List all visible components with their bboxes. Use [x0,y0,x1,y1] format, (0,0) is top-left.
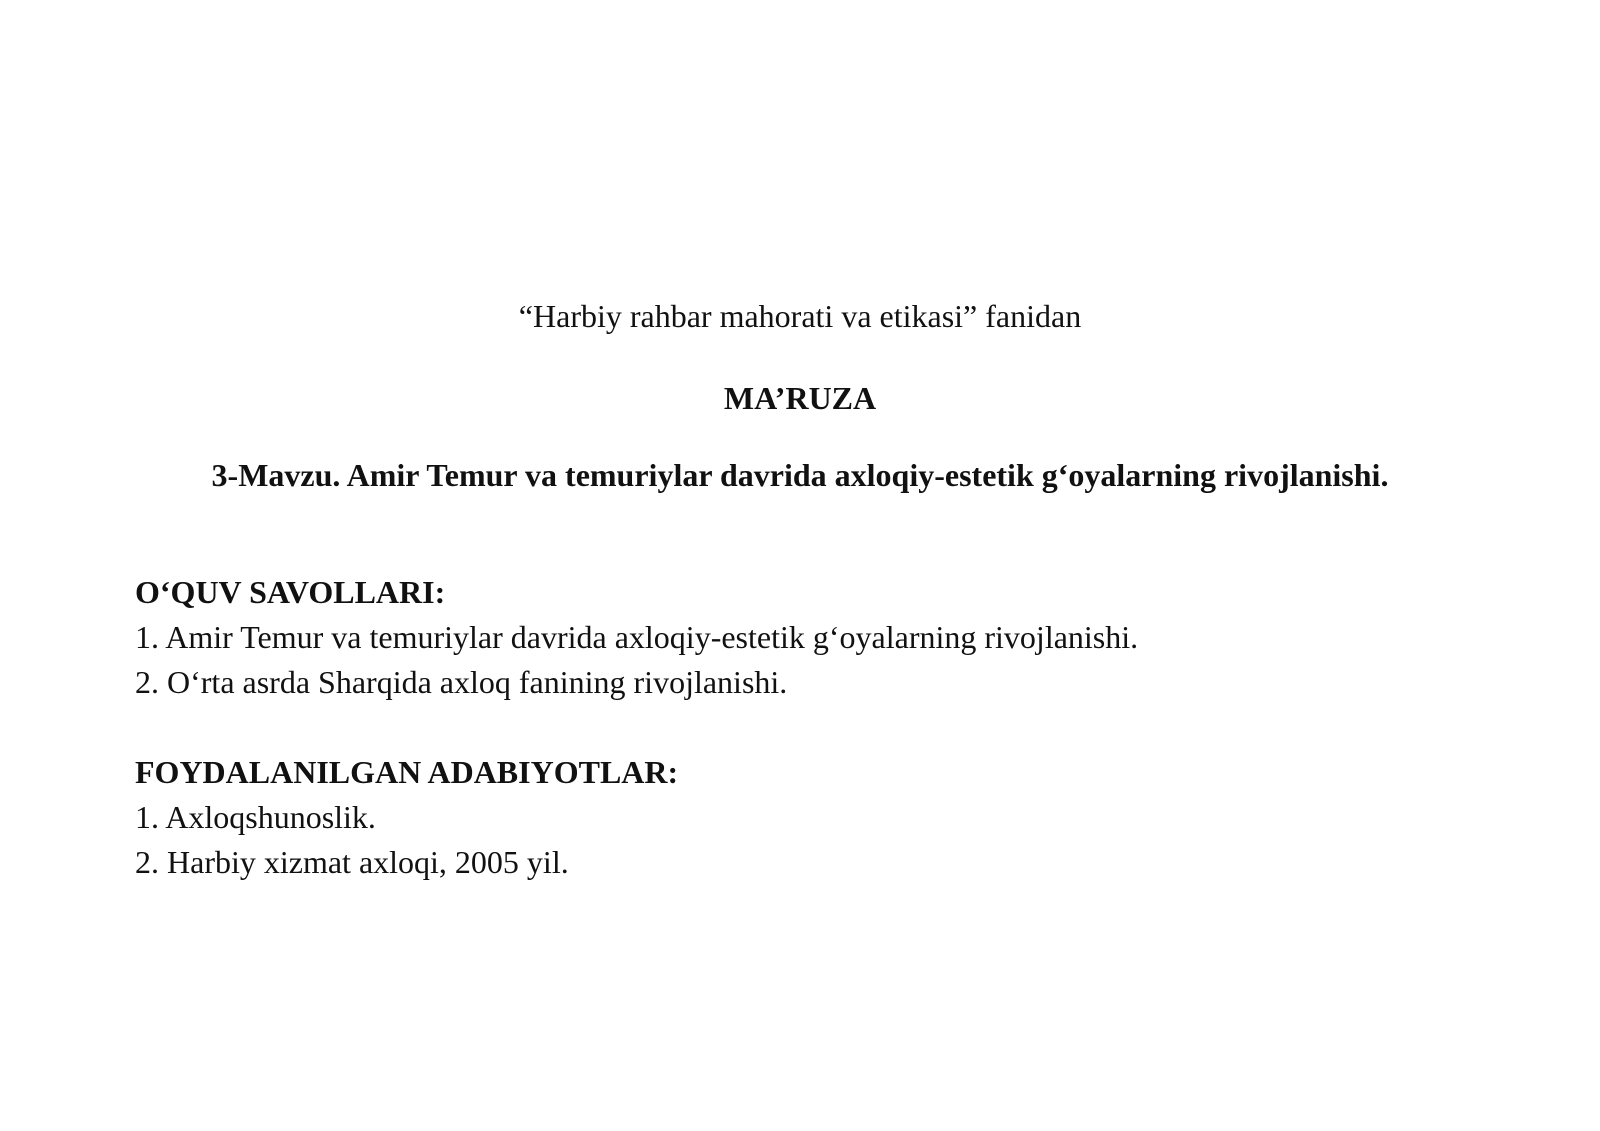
literature-item: 2. Harbiy xizmat axloqi, 2005 yil. [135,844,569,880]
literature-item: 1. Axloqshunoslik. [135,799,376,835]
subject-line: “Harbiy rahbar mahorati va etikasi” fanidan [518,298,1082,334]
literature-heading: FOYDALANILGAN ADABIYOTLAR: [135,754,679,790]
study-questions-heading: O‘QUV SAVOLLARI: [135,574,446,610]
study-questions-list [135,615,1465,705]
study-question-item: 1. Amir Temur va temuriylar davrida axloqiy-estetik g‘oyalarning rivojlanishi. [135,619,1139,655]
literature-list [135,795,1465,885]
topic-title: 3-Mavzu. Amir Temur va temuriylar davrida axloqiy-estetik g‘oyalarning rivojlanishi. [211,457,1389,493]
study-question-item: 2. O‘rta asrda Sharqida axloq fanining rivojlanishi. [135,664,788,700]
document-type-heading: MA’RUZA [723,380,877,416]
study-questions-section [135,570,1465,705]
literature-section [135,750,1465,885]
